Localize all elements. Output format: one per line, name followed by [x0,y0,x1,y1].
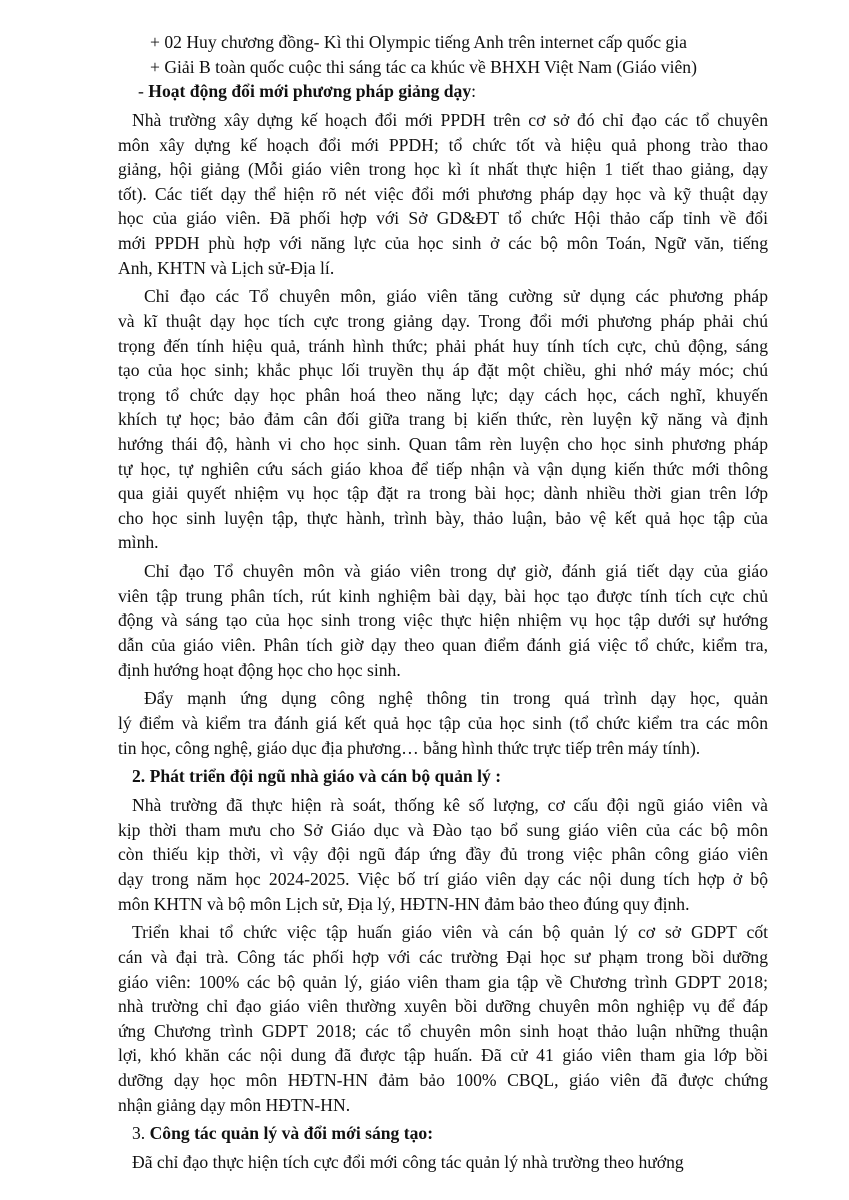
paragraph-line: giảng, hội giảng (Mỗi giáo viên trong học kì ít nhất thực hiện 1 tiết thao giảng, dạy [118,159,768,180]
paragraph-line: định hướng hoạt động học cho học sinh. [118,659,401,680]
paragraph-line: mới PPDH phù hợp với năng lực của học sinh ở các bộ môn Toán, Ngữ văn, tiếng [118,233,768,253]
heading-ppdh-text: Hoạt động đổi mới phương pháp giảng dạy [148,81,472,102]
paragraph-line: học của giáo viên. Đã phối hợp với Sở GD&ĐT tổ chức Hội thảo cấp tỉnh về đổi [118,208,768,229]
paragraph-line: dạy trong năm học 2024-2025. Việc bố trí giáo viên dạy các nội dung tích hợp ở bộ [118,869,768,889]
heading-dash: - [138,81,149,102]
paragraph-line: trọng tổ chức dạy học phân hoá theo năng lực; dạy cách học, cách nghĩ, khuyến [118,384,768,405]
paragraph-line: qua giải quyết nhiệm vụ học tập đặt ra trong bài học; dành nhiều thời gian trên lớp [118,483,768,504]
paragraph-line: môn KHTN và bộ môn Lịch sử, Địa lý, HĐTN-HN đảm bảo theo đúng quy định. [118,893,690,914]
paragraph-line: cán và đại trà. Công tác phối hợp với các trường Đại học sư phạm trong bồi dưỡng [118,947,768,967]
paragraph-line: dẫn của giáo viên. Phân tích giờ dạy theo quan điểm đánh giá việc tổ chức, kiểm tra, [118,635,768,655]
paragraph-line: hướng thái độ, hành vi cho học sinh. Quan tâm rèn luyện cho học sinh phương pháp [118,434,768,454]
paragraph-line: Anh, KHTN và Lịch sử-Địa lí. [118,257,335,278]
heading-colon: : [471,81,477,102]
paragraph-line: tạo của học sinh; khắc phục lối truyền thụ áp đặt một chiều, ghi nhớ máy móc; chú [118,360,768,381]
paragraph-line: nhà trường chỉ đạo giáo viên thường xuyên bồi dưỡng chuyên môn nghiệp vụ để đáp [118,996,768,1017]
paragraph-line: lý điểm và kiểm tra đánh giá kết quả học tập của học sinh (tổ chức kiểm tra các môn [118,713,768,733]
paragraph-line: viên tập trung phân tích, rút kinh nghiệm bài dạy, bài học tạo được tính tích cực chủ [118,585,768,606]
paragraph-line: kịp thời tham mưu cho Sở Giáo dục và Đào tạo bổ sung giáo viên của các bộ môn [118,819,768,840]
award-bullet-1: + 02 Huy chương đồng- Kì thi Olympic tiếng Anh trên internet cấp quốc gia [150,32,687,52]
paragraph-line: lợi, khó khăn các nội dung đã được tập huấn. Đã cử 41 giáo viên tham gia lớp bồi [118,1045,768,1066]
paragraph-line: Nhà trường đã thực hiện rà soát, thống kê số lượng, cơ cấu đội ngũ giáo viên và [132,795,768,816]
paragraph-line: Chỉ đạo Tổ chuyên môn và giáo viên trong dự giờ, đánh giá tiết dạy của giáo [144,561,768,582]
paragraph-line: ứng Chương trình GDPT 2018; các tổ chuyên môn sinh hoạt thảo luận những thuận [118,1020,768,1041]
section-heading-2: 2. Phát triển đội ngũ nhà giáo và cán bộ quản lý : [132,766,502,787]
paragraph-line: môn xây dựng kế hoạch đổi mới PPDH; tổ chức tốt và hiệu quả phong trào thao [118,134,768,155]
paragraph-line: mình. [118,532,159,553]
section-heading-ppdh [138,79,476,103]
paragraph-line: giáo viên: 100% các bộ quản lý, giáo viên tham gia tập về Chương trình GDPT 2018; [118,971,768,992]
paragraph-line: khích tự học; bảo đảm cân đối giữa trang bị kiến thức, rèn luyện kỹ năng và định [118,409,768,430]
paragraph-line: Đã chỉ đạo thực hiện tích cực đổi mới công tác quản lý nhà trường theo hướng [132,1152,684,1173]
award-bullet-2: + Giải B toàn quốc cuộc thi sáng tác ca khúc về BHXH Việt Nam (Giáo viên) [150,56,697,77]
paragraph-line: động và sáng tạo của học sinh trong việc thực hiện nhiệm vụ học tập dưới sự hướng [118,610,768,631]
paragraph-line: còn thiếu kịp thời, vì vậy đội ngũ đáp ứng đầy đủ trong việc phân công giáo viên [118,844,768,865]
paragraph-line: dưỡng dạy học môn HĐTN-HN đảm bảo 100% CBQL, giáo viên đã được chứng [118,1070,768,1090]
paragraph-line: tốt). Các tiết dạy thể hiện rõ nét việc đổi mới phương pháp dạy học và kỹ thuật dạy [118,183,768,204]
heading-3-text: Công tác quản lý và đổi mới sáng tạo: [149,1123,434,1144]
paragraph-line: tin học, công nghệ, giáo dục địa phương… bằng hình thức trực tiếp trên máy tính). [118,737,701,758]
paragraph-line: tự học, tự nghiên cứu sách giáo khoa để tiếp nhận và vận dụng kiến thức mới thông [118,458,768,479]
paragraph-line: nhận giảng dạy môn HĐTN-HN. [118,1094,351,1115]
paragraph-line: Chỉ đạo các Tổ chuyên môn, giáo viên tăng cường sử dụng các phương pháp [144,286,768,307]
paragraph-line: Đẩy mạnh ứng dụng công nghệ thông tin trong quá trình dạy học, quản [144,688,768,709]
heading-3-number: 3. [132,1123,150,1144]
paragraph-line: và kĩ thuật dạy học tích cực trong giảng dạy. Trong đổi mới phương pháp phải chú [118,311,768,331]
paragraph-line: cho học sinh luyện tập, thực hành, trình bày, thảo luận, bảo vệ kết quả học tập của [118,507,768,528]
section-heading-3 [132,1121,433,1145]
paragraph-line: Triển khai tổ chức việc tập huấn giáo viên và cán bộ quản lý cơ sở GDPT cốt [132,922,768,943]
paragraph-line: Nhà trường xây dựng kế hoạch đổi mới PPDH trên cơ sở đó chỉ đạo các tổ chuyên [132,110,768,130]
paragraph-line: trọng đến tính hiệu quả, tránh hình thức; phải phát huy tính tích cực, chủ động, sáng [118,335,768,356]
